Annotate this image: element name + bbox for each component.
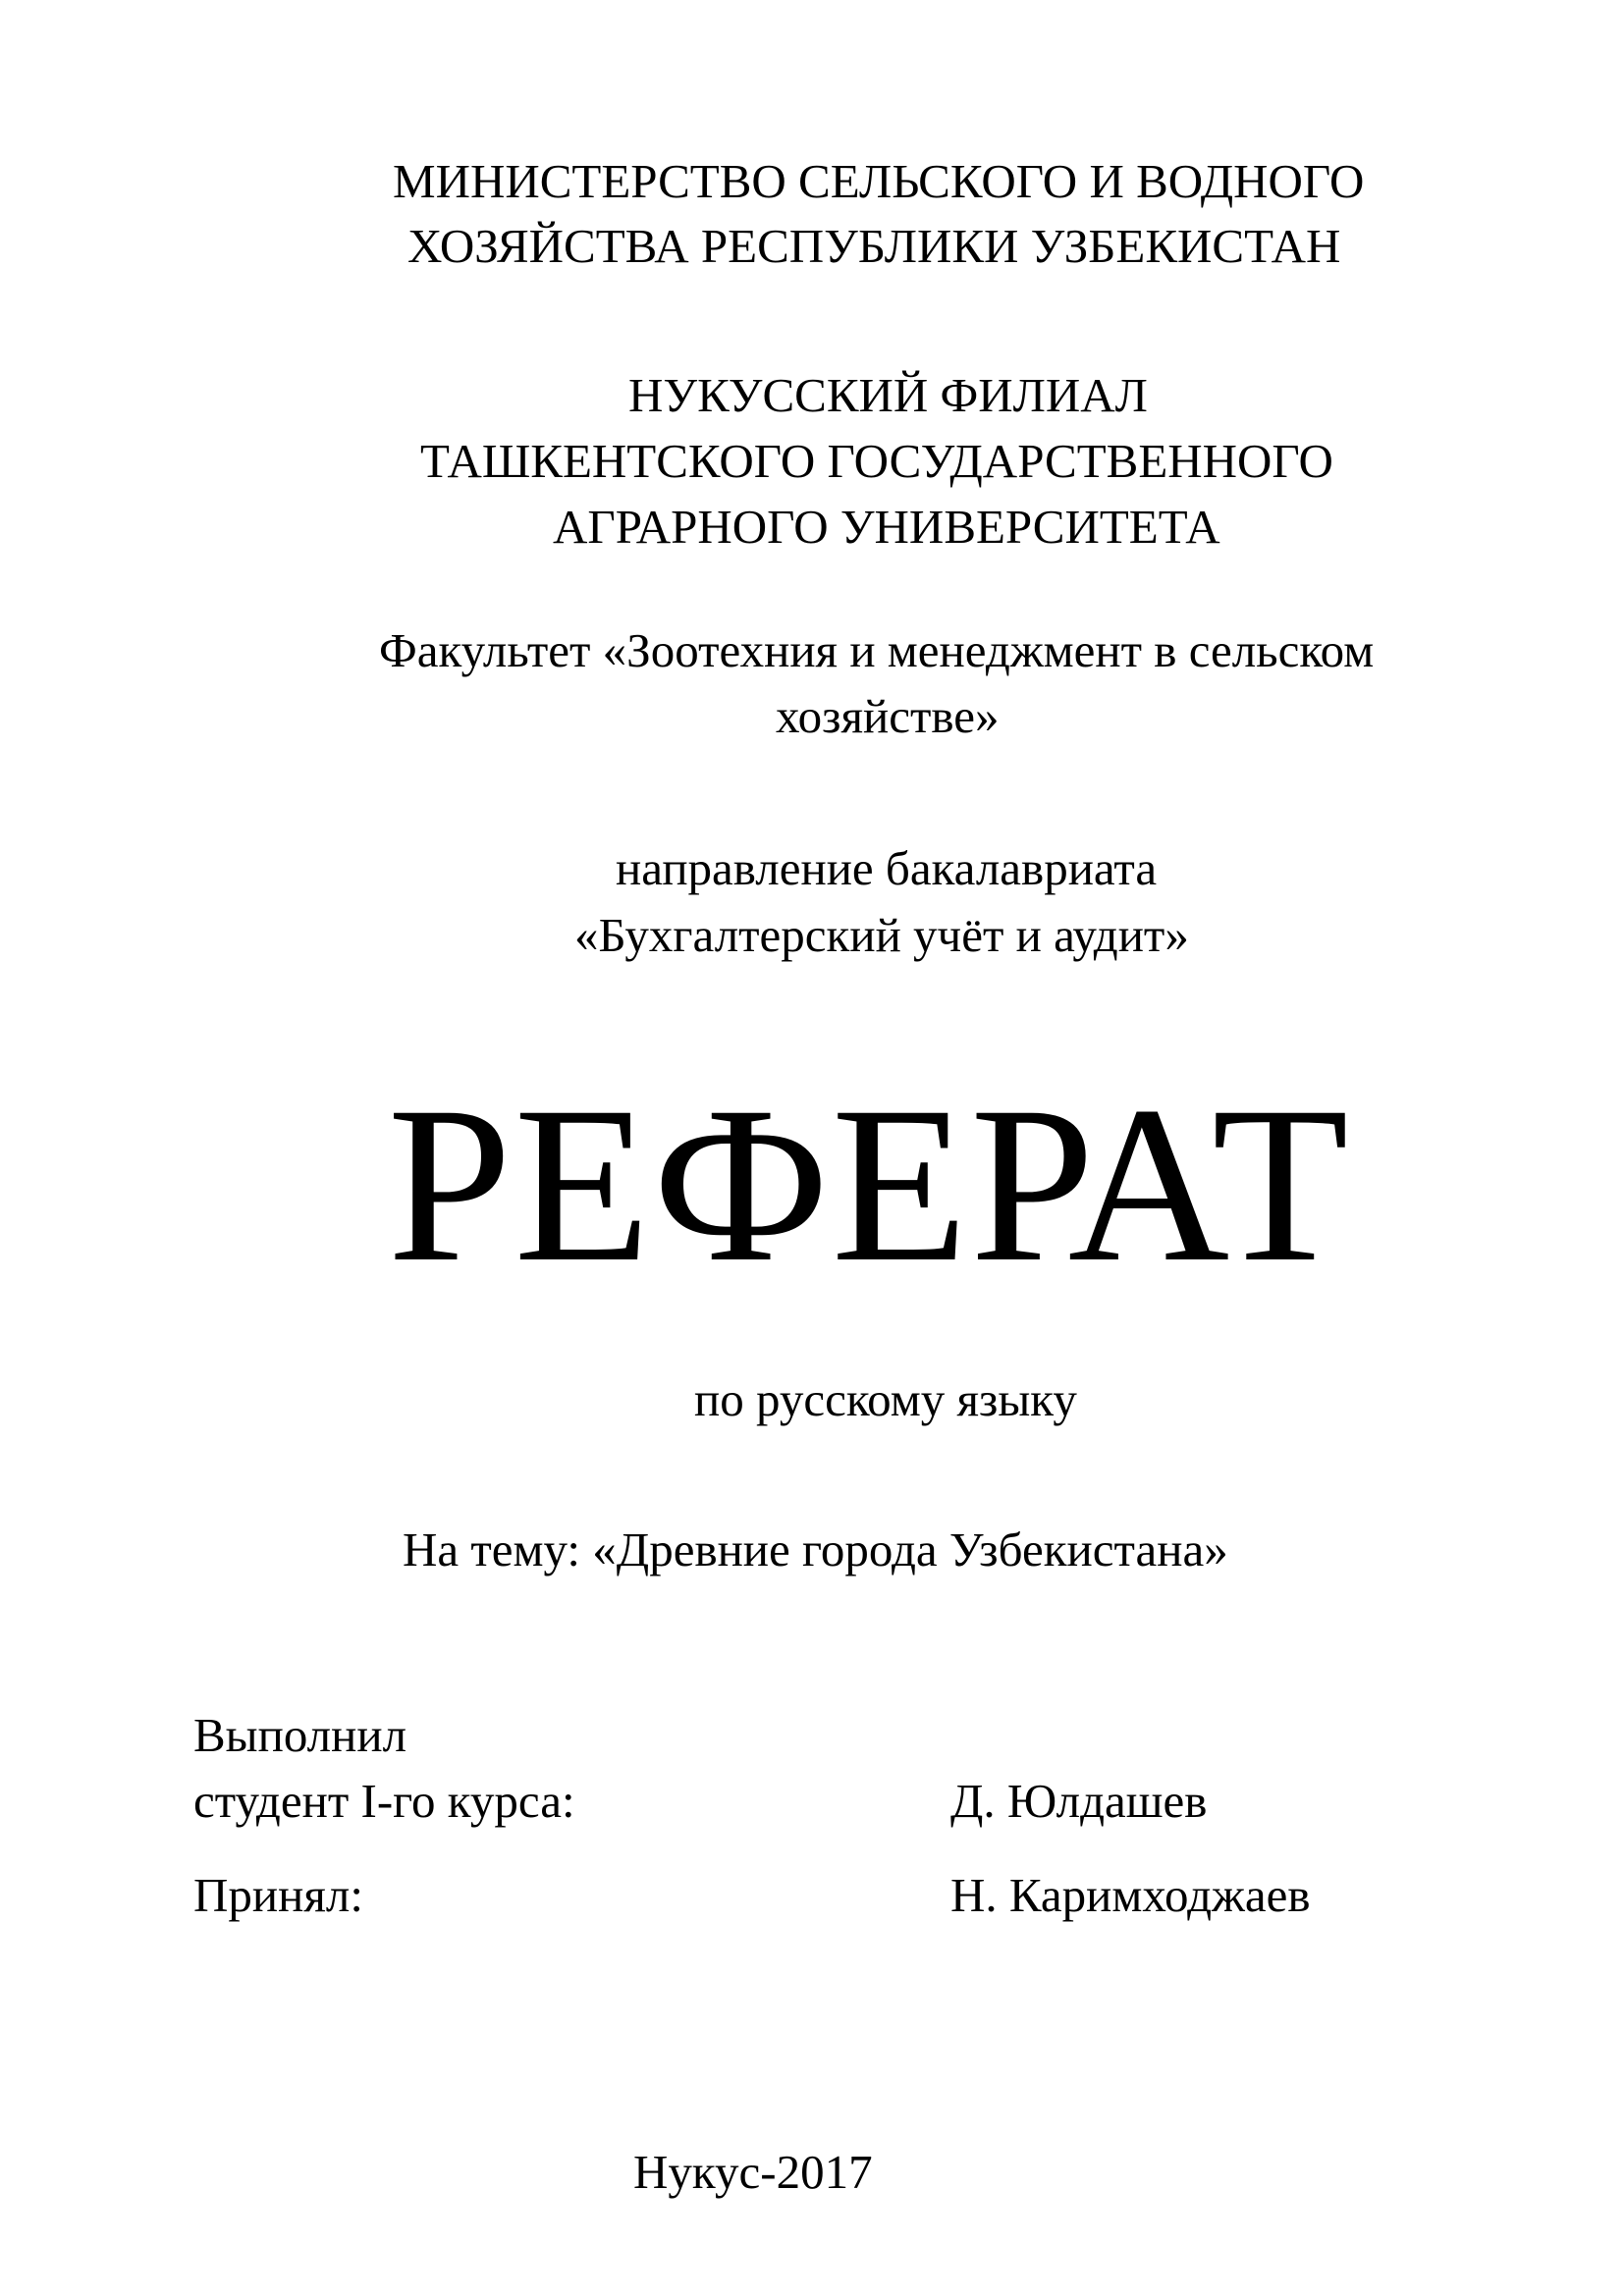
student-name: Д. Юлдашев <box>950 1774 1208 1828</box>
accepted-label: Принял: <box>193 1868 363 1922</box>
ministry-line-1: МИНИСТЕРСТВО СЕЛЬСКОГО И ВОДНОГО <box>393 154 1365 208</box>
institution-line-2: ТАШКЕНТСКОГО ГОСУДАРСТВЕННОГО <box>420 434 1333 488</box>
faculty-line-2: хозяйстве» <box>776 689 1000 743</box>
topic-line: На тему: «Древние города Узбекистана» <box>403 1522 1228 1576</box>
ministry-line-2: ХОЗЯЙСТВА РЕСПУБЛИКИ УЗБЕКИСТАН <box>407 219 1341 273</box>
place-year: Нукус-2017 <box>633 2145 873 2199</box>
faculty-line-1: Факультет «Зоотехния и менеджмент в сельском <box>379 623 1375 677</box>
direction-line-2: «Бухгалтерский учёт и аудит» <box>574 908 1189 962</box>
direction-line-1: направление бакалавриата <box>616 841 1158 895</box>
document-title: РЕФЕРАТ <box>387 1061 1351 1308</box>
performed-label: Выполнил <box>193 1708 407 1762</box>
institution-line-1: НУКУССКИЙ ФИЛИАЛ <box>628 368 1148 422</box>
student-label: студент I-го курса: <box>193 1774 575 1828</box>
subject-line: по русскому языку <box>694 1372 1077 1426</box>
institution-line-3: АГРАРНОГО УНИВЕРСИТЕТА <box>553 500 1220 554</box>
accepted-name: Н. Каримходжаев <box>950 1868 1311 1922</box>
